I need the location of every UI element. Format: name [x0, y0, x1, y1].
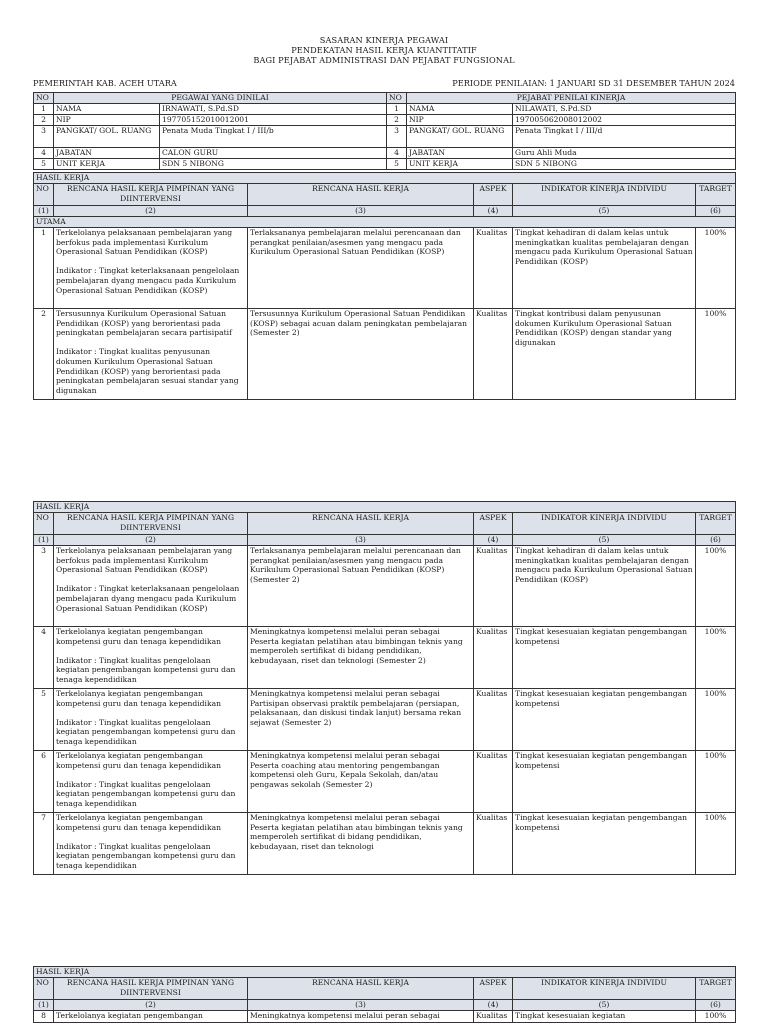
row-rencana: Terlaksananya pembelajaran melalui perencanaan dan perangkat penilaian/asesmen yang mengacu pada Kurikulum Operasional Satuan Pendidikan (KOSP)	[248, 228, 474, 309]
col-number: (6)	[696, 1000, 736, 1011]
row-no: 4	[34, 627, 54, 689]
identity-value: 197705152010012001	[160, 115, 387, 126]
col-number: (3)	[248, 535, 474, 546]
col-number: (5)	[513, 206, 696, 217]
row-indikator: Tingkat kesesuaian kegiatan	[513, 1011, 696, 1023]
identity-value: Penata Muda Tingkat I / III/b	[160, 126, 387, 148]
col-indikator-header: INDIKATOR KINERJA INDIVIDU	[513, 978, 696, 1000]
col-indikator-header: INDIKATOR KINERJA INDIVIDU	[513, 184, 696, 206]
col-target-header: TARGET	[696, 513, 736, 535]
identity-label: NAMA	[54, 104, 160, 115]
identity-no: 1	[387, 104, 407, 115]
identity-label: UNIT KERJA	[407, 159, 513, 170]
row-indikator: Tingkat kehadiran di dalam kelas untuk meningkatkan kualitas pembelajaran dengan mengacu pada Kurikulum Operasional Satuan Pendidikan (KOSP)	[513, 228, 696, 309]
col-number: (4)	[474, 1000, 513, 1011]
row-aspek: Kualitas	[474, 751, 513, 813]
identity-value: SDN 5 NIBONG	[160, 159, 387, 170]
identity-no-header: NO	[34, 93, 54, 104]
col-rencana-pimpinan-header: RENCANA HASIL KERJA PIMPINAN YANG DIINTERVENSI	[54, 978, 248, 1000]
col-number: (4)	[474, 535, 513, 546]
identity-label: JABATAN	[407, 148, 513, 159]
row-target: 100%	[696, 1011, 736, 1023]
col-rencana-header: RENCANA HASIL KERJA	[248, 513, 474, 535]
col-rencana-pimpinan-header: RENCANA HASIL KERJA PIMPINAN YANG DIINTERVENSI	[54, 513, 248, 535]
identity-no: 5	[387, 159, 407, 170]
col-aspek-header: ASPEK	[474, 513, 513, 535]
row-indikator: Tingkat kehadiran di dalam kelas untuk meningkatkan kualitas pembelajaran dengan mengacu pada Kurikulum Operasional Satuan Pendidikan (KOSP)	[513, 546, 696, 627]
col-number: (2)	[54, 1000, 248, 1011]
col-number: (2)	[54, 535, 248, 546]
identity-label: NIP	[407, 115, 513, 126]
row-no: 1	[34, 228, 54, 309]
section-title: HASIL KERJA	[34, 502, 736, 513]
pejabat-penilai-header: PEJABAT PENILAI KINERJA	[407, 93, 736, 104]
identity-value: CALON GURU	[160, 148, 387, 159]
col-number: (3)	[248, 206, 474, 217]
identity-value: IRNAWATI, S.Pd.SD	[160, 104, 387, 115]
row-target: 100%	[696, 751, 736, 813]
row-rencana: Meningkatnya kompetensi melalui peran sebagai Peserta kegiatan pelatihan atau bimbingan teknis yang memperoleh sertifikat di bidang pendidikan, kebudayaan, riset dan teknologi	[248, 813, 474, 875]
col-no-header: NO	[34, 513, 54, 535]
row-indikator: Tingkat kesesuaian kegiatan pengembangan kompetensi	[513, 689, 696, 751]
row-rencana: Meningkatnya kompetensi melalui peran sebagai	[248, 1011, 474, 1023]
instansi-label: PEMERINTAH KAB. ACEH UTARA	[33, 78, 177, 88]
identity-value: Penata Tingkat I / III/d	[513, 126, 736, 148]
row-rencana-pimpinan: Terkelolanya kegiatan pengembangan kompetensi guru dan tenaga kependidikan Indikator : Tingkat kualitas pengelolaan kegiatan pengembangan kompetensi guru dan tenaga kependidikan	[54, 751, 248, 813]
col-number: (4)	[474, 206, 513, 217]
hasil-kerja-table-1	[33, 172, 736, 400]
row-indikator: Tingkat kesesuaian kegiatan pengembangan kompetensi	[513, 627, 696, 689]
col-number: (1)	[34, 1000, 54, 1011]
row-target: 100%	[696, 627, 736, 689]
row-aspek: Kualitas	[474, 689, 513, 751]
section-title: HASIL KERJA	[34, 173, 736, 184]
col-no-header: NO	[34, 184, 54, 206]
utama-label: UTAMA	[34, 217, 736, 228]
row-rencana-pimpinan: Tersusunnya Kurikulum Operasional Satuan Pendidikan (KOSP) yang berorientasi pada peningkatan pembelajaran secara partisipatif Indikator : Tingkat kualitas penyusunan dokumen Kurikulum Operasional Satuan Pendidikan (KOSP) yang berorientasi pada peningkatan pembelajaran sesuai standar yang digunakan	[54, 309, 248, 400]
row-rencana-pimpinan: Terkelolanya kegiatan pengembangan kompetensi guru dan tenaga kependidikan Indikator : Tingkat kualitas pengelolaan kegiatan pengembangan kompetensi guru dan tenaga kependidikan	[54, 813, 248, 875]
section-title: HASIL KERJA	[34, 967, 736, 978]
hasil-kerja-table-2	[33, 501, 736, 875]
row-rencana-pimpinan: Terkelolanya kegiatan pengembangan	[54, 1011, 248, 1023]
col-number: (3)	[248, 1000, 474, 1011]
identity-label: UNIT KERJA	[54, 159, 160, 170]
col-no-header: NO	[34, 978, 54, 1000]
row-no: 6	[34, 751, 54, 813]
identity-label: NIP	[54, 115, 160, 126]
col-number: (1)	[34, 535, 54, 546]
document-title-1: SASARAN KINERJA PEGAWAI	[319, 35, 449, 45]
identity-no: 3	[387, 126, 407, 148]
col-number: (5)	[513, 1000, 696, 1011]
identity-label: PANGKAT/ GOL. RUANG	[54, 126, 160, 148]
row-rencana-pimpinan: Terkelolanya pelaksanaan pembelajaran yang berfokus pada implementasi Kurikulum Operasional Satuan Pendidikan (KOSP) Indikator : Tingkat keterlaksanaan pengelolaan pembelajaran dyang mengacu pada Kurikulum Operasional Satuan Pendidikan (KOSP)	[54, 228, 248, 309]
row-rencana: Meningkatnya kompetensi melalui peran sebagai Peserta coaching atau mentoring pengembangan kompetensi oleh Guru, Kepala Sekolah, dan/atau pengawas sekolah (Semester 2)	[248, 751, 474, 813]
identity-no: 4	[34, 148, 54, 159]
col-rencana-header: RENCANA HASIL KERJA	[248, 978, 474, 1000]
col-number: (5)	[513, 535, 696, 546]
row-target: 100%	[696, 546, 736, 627]
document-title-2: PENDEKATAN HASIL KERJA KUANTITATIF	[291, 45, 477, 55]
row-indikator: Tingkat kesesuaian kegiatan pengembangan kompetensi	[513, 751, 696, 813]
col-rencana-pimpinan-header: RENCANA HASIL KERJA PIMPINAN YANG DIINTERVENSI	[54, 184, 248, 206]
identity-label: PANGKAT/ GOL. RUANG	[407, 126, 513, 148]
col-number: (1)	[34, 206, 54, 217]
identity-label: NAMA	[407, 104, 513, 115]
row-no: 5	[34, 689, 54, 751]
identity-no: 2	[34, 115, 54, 126]
identity-no: 3	[34, 126, 54, 148]
row-rencana-pimpinan: Terkelolanya kegiatan pengembangan kompetensi guru dan tenaga kependidikan Indikator : Tingkat kualitas pengelolaan kegiatan pengembangan kompetensi guru dan tenaga kependidikan	[54, 627, 248, 689]
identity-label: JABATAN	[54, 148, 160, 159]
row-target: 100%	[696, 309, 736, 400]
col-aspek-header: ASPEK	[474, 184, 513, 206]
row-rencana: Tersusunnya Kurikulum Operasional Satuan Pendidikan (KOSP) sebagai acuan dalam peningkatan pembelajaran (Semester 2)	[248, 309, 474, 400]
periode-label: PERIODE PENILAIAN: 1 JANUARI SD 31 DESEMBER TAHUN 2024	[452, 78, 735, 88]
row-aspek: Kualitas	[474, 228, 513, 309]
row-indikator: Tingkat kontribusi dalam penyusunan dokumen Kurikulum Operasional Satuan Pendidikan (KOSP) dengan standar yang digunakan	[513, 309, 696, 400]
identity-value: SDN 5 NIBONG	[513, 159, 736, 170]
hasil-kerja-table-3	[33, 966, 736, 1023]
col-target-header: TARGET	[696, 978, 736, 1000]
pegawai-dinilai-header: PEGAWAI YANG DINILAI	[54, 93, 387, 104]
row-rencana-pimpinan: Terkelolanya kegiatan pengembangan kompetensi guru dan tenaga kependidikan Indikator : Tingkat kualitas pengelolaan kegiatan pengembangan kompetensi guru dan tenaga kependidikan	[54, 689, 248, 751]
row-rencana-pimpinan: Terkelolanya pelaksanaan pembelajaran yang berfokus pada implementasi Kurikulum Operasional Satuan Pendidikan (KOSP) Indikator : Tingkat keterlaksanaan pengelolaan pembelajaran dyang mengacu pada Kurikulum Operasional Satuan Pendidikan (KOSP)	[54, 546, 248, 627]
identity-no: 5	[34, 159, 54, 170]
col-target-header: TARGET	[696, 184, 736, 206]
row-no: 2	[34, 309, 54, 400]
row-rencana: Meningkatnya kompetensi melalui peran sebagai Peserta kegiatan pelatihan atau bimbingan teknis yang memperoleh sertifikat di bidang pendidikan, kebudayaan, riset dan teknologi (Semester 2)	[248, 627, 474, 689]
col-aspek-header: ASPEK	[474, 978, 513, 1000]
row-no: 7	[34, 813, 54, 875]
identity-value: Guru Ahli Muda	[513, 148, 736, 159]
identity-no: 2	[387, 115, 407, 126]
col-indikator-header: INDIKATOR KINERJA INDIVIDU	[513, 513, 696, 535]
row-target: 100%	[696, 813, 736, 875]
row-no: 3	[34, 546, 54, 627]
row-rencana: Meningkatnya kompetensi melalui peran sebagai Partisipan observasi praktik pembelajaran (persiapan, pelaksanaan, dan diskusi tindak lanjut) bersama rekan sejawat (Semester 2)	[248, 689, 474, 751]
row-indikator: Tingkat kesesuaian kegiatan pengembangan kompetensi	[513, 813, 696, 875]
col-number: (2)	[54, 206, 248, 217]
row-target: 100%	[696, 689, 736, 751]
identity-no-header: NO	[387, 93, 407, 104]
document-title-3: BAGI PEJABAT ADMINISTRASI DAN PEJABAT FUNGSIONAL	[253, 55, 515, 65]
identity-table	[33, 92, 736, 170]
col-number: (6)	[696, 206, 736, 217]
col-rencana-header: RENCANA HASIL KERJA	[248, 184, 474, 206]
col-number: (6)	[696, 535, 736, 546]
row-aspek: Kualitas	[474, 813, 513, 875]
identity-no: 4	[387, 148, 407, 159]
row-rencana: Terlaksananya pembelajaran melalui perencanaan dan perangkat penilaian/asesmen yang mengacu pada Kurikulum Operasional Satuan Pendidikan (KOSP) (Semester 2)	[248, 546, 474, 627]
row-aspek: Kualitas	[474, 627, 513, 689]
identity-value: 197005062008012002	[513, 115, 736, 126]
row-aspek: Kualitas	[474, 309, 513, 400]
row-aspek: Kualitas	[474, 546, 513, 627]
identity-no: 1	[34, 104, 54, 115]
identity-value: NILAWATI, S.Pd.SD	[513, 104, 736, 115]
row-aspek: Kualitas	[474, 1011, 513, 1023]
row-target: 100%	[696, 228, 736, 309]
row-no: 8	[34, 1011, 54, 1023]
